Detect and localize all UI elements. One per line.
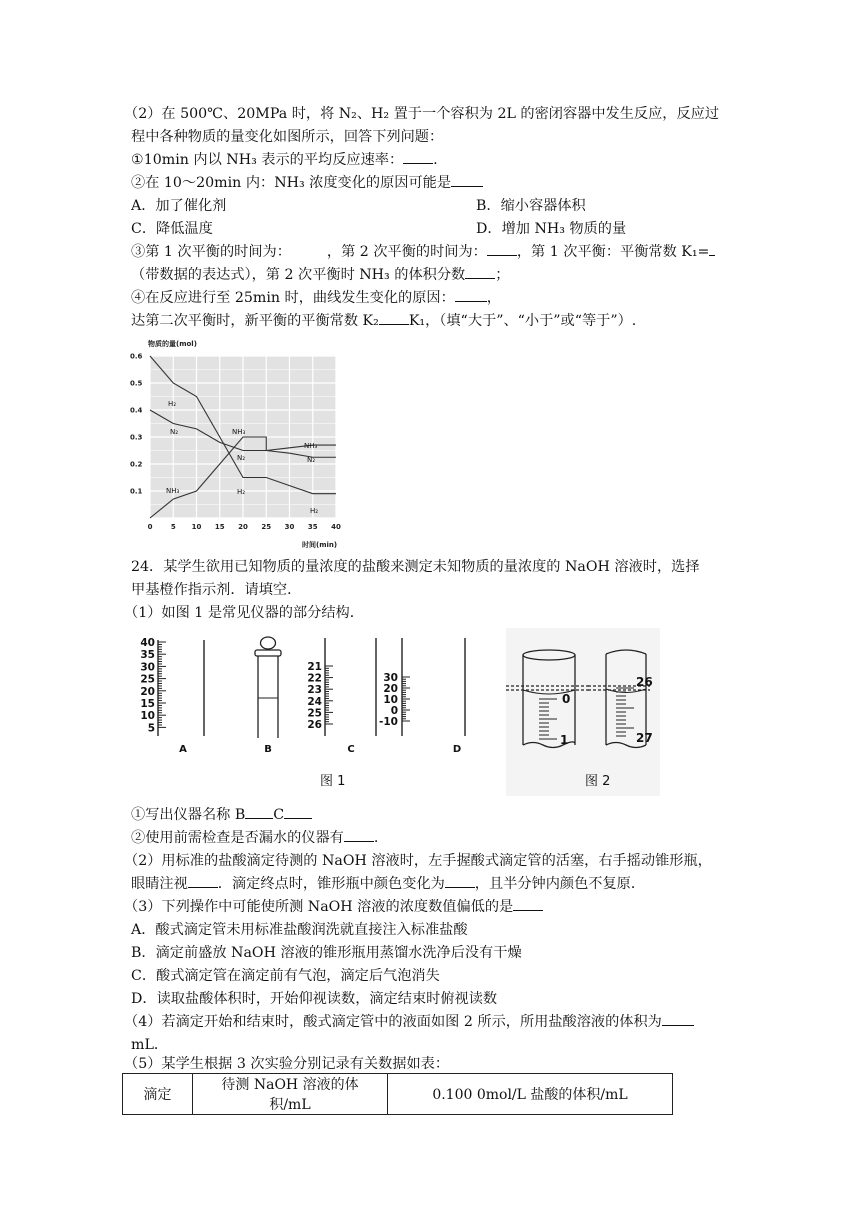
q23-line10: 达第二次平衡时，新平衡的平衡常数 K₂ K₁，（填“大于”、“小于”或“等于”）. [131,310,636,332]
label-h2-start: H₂ [168,400,177,408]
scale-label: 10 [140,710,155,723]
label-h2-mid: H₂ [237,488,246,496]
scale-label: 25 [307,707,322,720]
table-row [123,1074,673,1115]
x-axis-label: 时间(min) [302,541,338,549]
x-tick-label: 35 [307,523,318,531]
label-n2-start: N₂ [170,428,179,436]
answer-blank[interactable] [487,241,517,256]
x-tick-label: 40 [331,523,341,531]
q24-q4-line: （4）若滴定开始和结束时，酸式滴定管中的液面如图 2 所示，所用盐酸溶液的体积为 [124,1011,694,1033]
label-n2-mid: N₂ [237,454,246,462]
scale-label: 5 [147,722,155,735]
scale-label: 10 [383,694,398,706]
burette-end-27: 27 [636,731,653,745]
q24-line1: 24．某学生欲用已知物质的量浓度的盐酸来测定未知物质的量浓度的 NaOH 溶液时，选择 [131,559,700,575]
scale-label: 20 [140,685,155,698]
q24-q5-line: （5）某学生根据 3 次实验分别记录有关数据如表： [124,1056,450,1072]
burette-start-0: 0 [562,692,571,706]
x-tick-label: 15 [214,523,225,531]
scale-label: 35 [140,649,155,662]
label-c: C [347,744,355,755]
y-tick-label: 0.3 [130,433,143,442]
x-tick-label: 25 [261,523,272,531]
burette-end-26: 26 [636,675,653,689]
label-n2-right: N₂ [307,456,316,464]
y-tick-label: 0.5 [130,379,143,388]
option-a: A．加了催化剂 [131,198,227,214]
q24-q2-line2: 眼睛注视 ．滴定终点时，锥形瓶中颜色变化为 ，且半分钟内颜色不复原． [131,873,645,895]
x-tick-label: 30 [284,523,295,531]
answer-blank[interactable] [403,149,433,164]
y-tick-label: 0.4 [130,406,143,415]
answer-blank[interactable] [379,310,409,325]
scale-label: 0 [390,705,398,717]
burette-start-1: 1 [560,733,569,747]
scale-label: 21 [307,661,322,673]
q23-line4: ②在 10～20min 内：NH₃ 浓度变化的原因可能是 [131,172,483,194]
table-header-cell: 待测 NaOH 溶液的体积/mL [193,1074,388,1115]
scale-label: 25 [140,673,155,686]
substance-amount-chart [126,336,351,551]
q24-q3-option-c: C．酸式滴定管在滴定前有气泡，滴定后气泡消失 [131,968,440,984]
answer-blank[interactable] [465,264,495,279]
scale-label: 30 [140,661,155,674]
answer-blank[interactable] [344,827,374,842]
x-tick-label: 20 [238,523,248,531]
label-nh3-start: NH₃ [166,487,180,495]
q23-line8: （带数据的表达式），第 2 次平衡时 NH₃ 的体积分数 ； [131,264,509,286]
label-nh3-mid: NH₃ [232,428,246,436]
q23-line1: （2）在 500℃、20MPa 时，将 N₂、H₂ 置于一个容积为 2L 的密闭容器中发生反应，反应过 [124,106,720,122]
instrument-c [325,638,376,736]
option-c: C．降低温度 [131,221,213,237]
q23-line7: ③第 1 次平衡的时间为： ，第 2 次平衡的时间为： ，第 1 次平衡：平衡常数 K₁= [131,241,715,263]
answer-blank[interactable] [284,804,312,819]
answer-blank[interactable] [513,896,543,911]
y-tick-label: 0.2 [130,460,143,469]
option-d: D．增加 NH₃ 物质的量 [476,221,627,237]
instrument-d [402,638,465,736]
table-header-cell: 滴定 [123,1074,193,1115]
answer-blank[interactable] [662,1011,694,1026]
scale-label: 30 [383,672,398,684]
answer-blank[interactable] [188,873,218,888]
data-table [122,1073,673,1115]
q24-q1-line2: ②使用前需检查是否漏水的仪器有 . [131,827,378,849]
answer-blank[interactable] [455,287,487,302]
table-header-cell: 0.100 0mol/L 盐酸的体积/mL [388,1074,673,1115]
q23-options-cd [131,218,627,240]
answer-blank[interactable] [451,172,483,187]
q24-q3-option-d: D．读取盐酸体积时，开始仰视读数，滴定结束时俯视读数 [131,991,498,1007]
scale-label: 26 [307,719,322,731]
x-tick-label: 10 [191,523,202,531]
figure-instruments [130,628,660,796]
figure-2-caption: 图 2 [585,774,611,789]
label-b: B [264,744,272,755]
answer-blank[interactable] [245,804,273,819]
y-axis-label: 物质的量(mol) [148,340,197,348]
q24-q1-line: ①写出仪器名称 B C [131,804,312,826]
q23-line9: ④在反应进行至 25min 时，曲线发生变化的原因： ， [131,287,501,309]
scale-label: 40 [140,637,155,649]
q23-line2: 程中各种物质的量变化如图所示，回答下列问题： [131,129,444,145]
x-tick-label: 5 [170,523,176,531]
q24-line2: 甲基橙作指示剂．请填空． [131,582,302,598]
scale-label: -10 [379,716,398,728]
q23-line3: ①10min 内以 NH₃ 表示的平均反应速率： . [131,149,438,171]
scale-label: 15 [140,698,155,710]
option-b: B．缩小容器体积 [476,198,586,214]
q24-q4-unit: mL． [131,1037,169,1053]
scale-label: 22 [307,672,322,685]
q24-q2-line1: （2）用标准的盐酸滴定待测的 NaOH 溶液时，左手握酸式滴定管的活塞，右手摇动锥形瓶， [124,853,712,869]
label-a: A [179,744,187,755]
scale-label: 24 [307,695,322,708]
q23-options-ab [131,195,586,217]
answer-blank[interactable] [445,873,475,888]
scale-label: 20 [383,683,398,695]
label-d: D [452,744,462,755]
label-nh3-right: NH₃ [304,442,318,450]
label-h2-right: H₂ [310,507,319,515]
y-tick-label: 0.1 [130,487,143,496]
answer-blank[interactable] [709,241,715,256]
figure-1-caption: 图 1 [320,774,346,789]
q24-q3-option-a: A．酸式滴定管未用标准盐酸润洗就直接注入标准盐酸 [131,922,468,938]
q24-q3-option-b: B．滴定前盛放 NaOH 溶液的锥形瓶用蒸馏水洗净后没有干燥 [131,945,522,961]
y-tick-label: 0.6 [130,352,143,361]
instrument-b [255,637,281,738]
q24-line3: （1）如图 1 是常见仪器的部分结构． [124,605,364,621]
scale-label: 23 [307,684,322,697]
q24-q3-line: （3）下列操作中可能使所测 NaOH 溶液的浓度数值偏低的是 [124,896,543,918]
x-tick-label: 0 [147,523,153,531]
